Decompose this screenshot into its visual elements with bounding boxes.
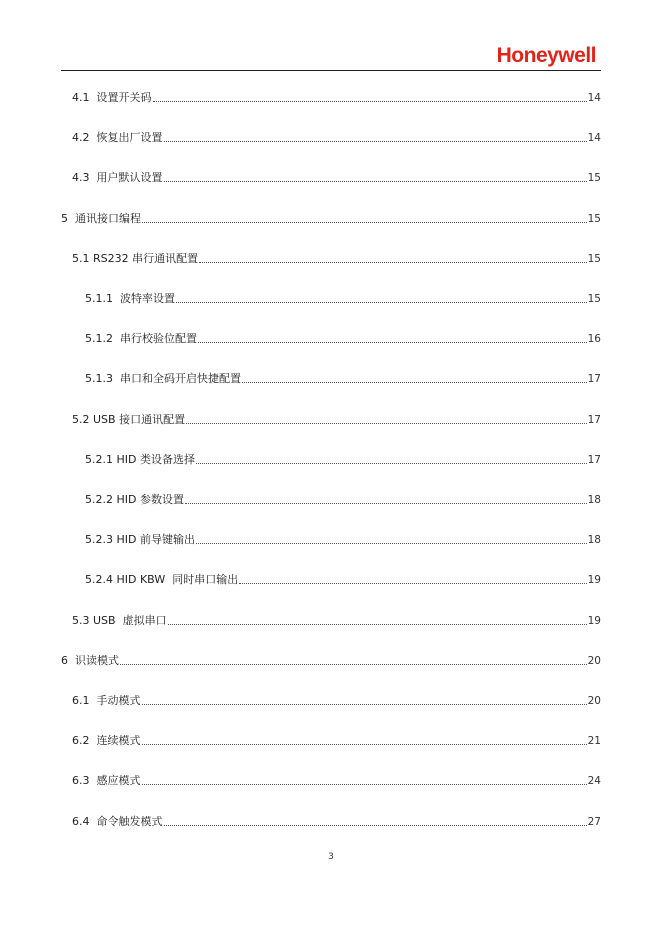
toc-entry[interactable] [72,413,601,427]
brand-logo: Honeywell [496,44,596,67]
toc-entry-page: 17 [587,413,601,426]
toc-entry[interactable] [85,533,601,547]
toc-entry-title: 4.2 恢复出厂设置 [72,131,163,145]
toc-entry[interactable] [61,654,601,668]
toc-entry[interactable] [72,614,601,628]
header-divider [61,70,601,71]
toc-entry[interactable] [85,453,601,467]
toc-entry-page: 14 [587,132,601,145]
toc-entry[interactable] [72,815,601,829]
toc-entry-page: 15 [587,252,601,265]
toc-entry-title: 5.1 RS232 串行通讯配置 [72,251,199,265]
toc-dot-leader [164,181,587,182]
toc-dot-leader [242,382,587,383]
toc-entry[interactable] [85,573,601,587]
toc-entry-page: 15 [587,212,601,225]
toc-entry-page: 14 [587,92,601,104]
toc-dot-leader [164,825,587,826]
toc-dot-leader [196,543,587,544]
toc-dot-leader [198,342,587,343]
toc-entry-page: 17 [587,453,601,466]
toc-entry-title: 4.3 用户默认设置 [72,171,163,185]
toc-entry-page: 21 [587,735,601,748]
toc-entry-title: 5.2.3 HID 前导键输出 [85,533,195,547]
toc-dot-leader [142,222,587,223]
toc-entry-title: 5.3 USB 虚拟串口 [72,613,167,627]
toc-entry-title: 5.2.2 HID 参数设置 [85,493,184,506]
toc-entry-title: 6.1 手动模式 [72,694,141,707]
toc-entry-title: 5 通讯接口编程 [61,211,141,225]
toc-entry-page: 15 [587,293,601,305]
toc-entry-title: 5.1.3 串口和全码开启快捷配置 [85,372,241,386]
toc-entry[interactable] [61,212,601,226]
toc-entry-title: 5.1.2 串行校验位配置 [85,332,197,346]
toc-dot-leader [142,704,587,705]
toc-entry-page: 24 [587,775,601,788]
toc-entry[interactable] [72,91,601,105]
toc-entry-page: 27 [587,815,601,828]
toc-entry-title: 6.4 命令触发模式 [72,814,163,828]
toc-entry-title: 6 识读模式 [61,653,119,667]
toc-entry-title: 5.2.4 HID KBW 同时串口输出 [85,573,239,587]
page-number: 3 [328,852,334,862]
toc-dot-leader [142,744,587,745]
toc-dot-leader [185,503,587,504]
toc-dot-leader [199,262,587,263]
toc-entry-page: 17 [587,373,601,386]
toc-entry-page: 19 [587,614,601,627]
toc-entry-title: 6.3 感应模式 [72,774,141,788]
toc-dot-leader [196,463,587,464]
toc-entry-title: 5.2.1 HID 类设备选择 [85,452,195,466]
toc-dot-leader [186,423,587,424]
toc-entry-title: 5.1.1 波特率设置 [85,292,175,305]
toc-entry[interactable] [72,774,601,788]
toc-entry[interactable] [72,734,601,748]
toc-entry-page: 18 [587,534,601,547]
toc-dot-leader [168,624,587,625]
toc-dot-leader [176,302,587,303]
toc-entry-page: 20 [587,654,601,667]
toc-dot-leader [239,583,586,584]
toc-dot-leader [142,784,587,785]
toc-dot-leader [153,101,587,102]
toc-entry[interactable] [85,493,601,507]
toc-entry[interactable] [72,171,601,185]
toc-entry-title: 4.1 设置开关码 [72,91,152,104]
toc-entry[interactable] [85,292,601,306]
toc-entry[interactable] [72,131,601,145]
toc-dot-leader [164,141,587,142]
toc-entry-page: 16 [587,333,601,346]
toc-entry-page: 18 [587,494,601,506]
toc-dot-leader [120,664,587,665]
toc-entry-page: 15 [587,172,601,185]
toc-entry-title: 6.2 连续模式 [72,734,141,748]
toc-entry-title: 5.2 USB 接口通讯配置 [72,412,186,426]
toc-entry[interactable] [85,332,601,346]
toc-entry[interactable] [72,694,601,708]
toc-entry-page: 20 [587,695,601,707]
toc-entry[interactable] [72,252,601,266]
toc-entry-page: 19 [587,574,601,587]
toc-entry[interactable] [85,372,601,386]
